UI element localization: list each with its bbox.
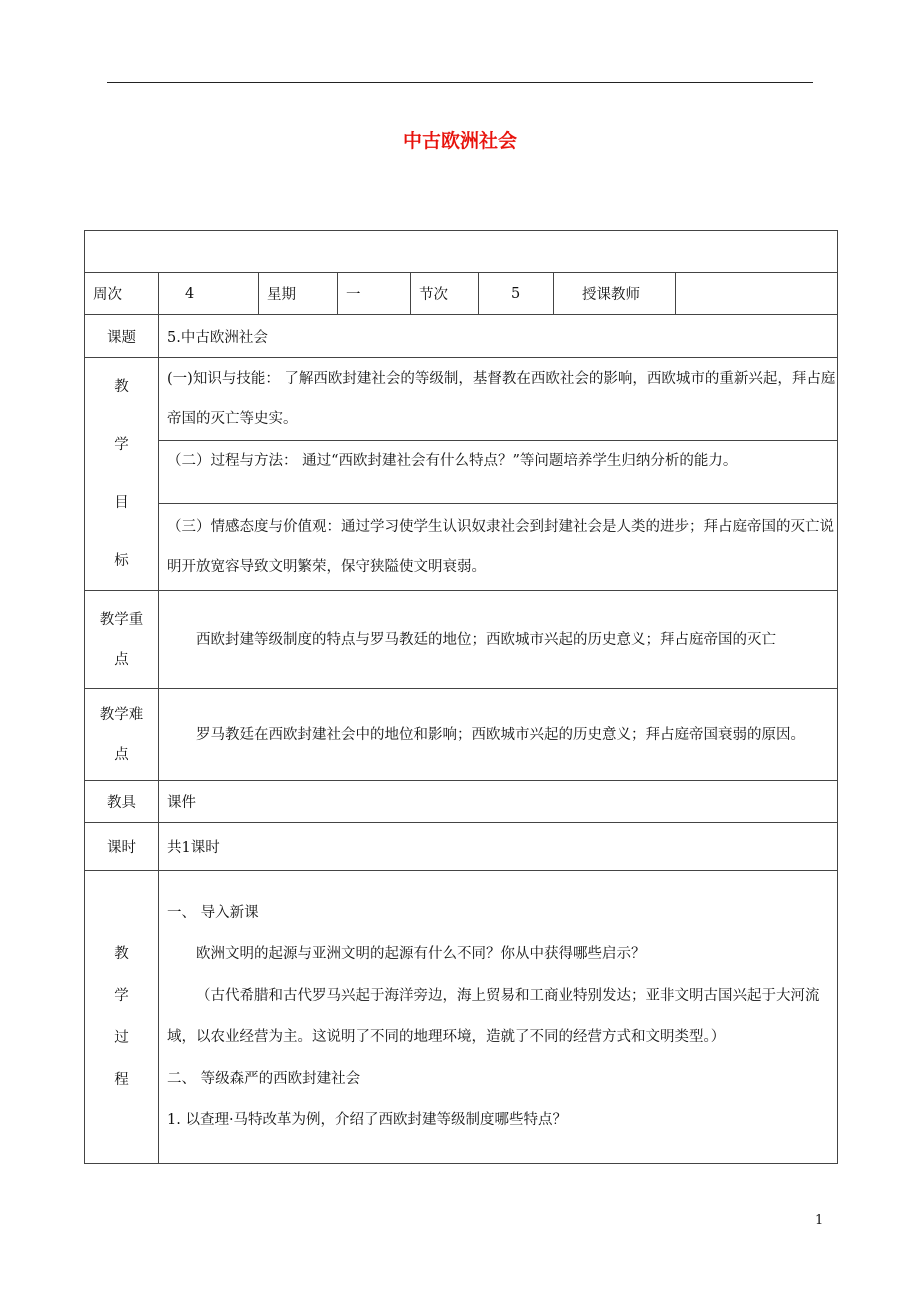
process-label-char: 教 xyxy=(114,946,129,962)
paragraph: （古代希腊和古代罗马兴起于海洋旁边，海上贸易和工商业特别发达；亚非文明古国兴起于大河流域，以农业经营为主。这说明了不同的地理环境，造就了不同的经营方式和文明类型。） xyxy=(167,987,820,1045)
key-points-label xyxy=(85,591,159,689)
lesson-plan-table xyxy=(84,230,838,1164)
tools-label: 教具 xyxy=(85,781,159,823)
goal-process: （二）过程与方法： 通过“西欧封建社会有什么特点？”等问题培养学生归纳分析的能力。 xyxy=(159,441,838,504)
goals-label-char: 教 xyxy=(114,379,129,395)
goal-attitude: （三）情感态度与价值观：通过学习使学生认识奴隶社会到封建社会是人类的进步；拜占庭帝国的灭亡说明开放宽容导致文明繁荣，保守狭隘使文明衰弱。 xyxy=(159,504,838,591)
difficulties-label xyxy=(85,689,159,781)
day-label: 星期 xyxy=(259,273,338,315)
goal-row-2 xyxy=(85,441,838,504)
topic-label: 课题 xyxy=(85,315,159,358)
process-label-char: 学 xyxy=(114,988,129,1004)
key-points-value: 西欧封建等级制度的特点与罗马教廷的地位；西欧城市兴起的历史意义；拜占庭帝国的灭亡 xyxy=(159,591,838,689)
key-points-row xyxy=(85,591,838,689)
blank-row xyxy=(85,231,838,273)
process-label-char: 程 xyxy=(114,1072,129,1088)
page-number: 1 xyxy=(815,1213,824,1228)
label-line: 点 xyxy=(114,746,129,763)
hours-label: 课时 xyxy=(85,823,159,871)
goals-label-char: 目 xyxy=(114,495,129,511)
section-heading: 一、 导入新课 xyxy=(167,904,259,921)
teacher-value xyxy=(676,273,838,315)
goals-label-char: 标 xyxy=(114,553,129,569)
goal-row-1 xyxy=(85,358,838,441)
day-value: 一 xyxy=(338,273,411,315)
goals-label xyxy=(85,358,159,591)
hours-value: 共1课时 xyxy=(159,823,838,871)
label-line: 教学重 xyxy=(99,611,144,628)
section-heading: 二、 等级森严的西欧封建社会 xyxy=(167,1070,361,1087)
week-value: 4 xyxy=(159,273,259,315)
question: 1. 以查理·马特改革为例，介绍了西欧封建等级制度哪些特点？ xyxy=(167,1112,568,1128)
goal-row-3 xyxy=(85,504,838,591)
process-label xyxy=(85,871,159,1164)
label-line: 点 xyxy=(114,651,129,668)
paragraph: 欧洲文明的起源与亚洲文明的起源有什么不同？你从中获得哪些启示？ xyxy=(196,946,646,962)
teacher-label: 授课教师 xyxy=(554,273,676,315)
week-label: 周次 xyxy=(85,273,159,315)
label-line: 教学难 xyxy=(99,706,144,723)
topic-row xyxy=(85,315,838,358)
tools-value: 课件 xyxy=(159,781,838,823)
goal-knowledge: (一)知识与技能： 了解西欧封建社会的等级制，基督教在西欧社会的影响，西欧城市的重新兴起，拜占庭帝国的灭亡等史实。 xyxy=(159,358,838,441)
period-value: 5 xyxy=(479,273,554,315)
topic-value: 5.中古欧洲社会 xyxy=(159,315,838,358)
goals-label-char: 学 xyxy=(114,437,129,453)
period-label: 节次 xyxy=(411,273,479,315)
schedule-row xyxy=(85,273,838,315)
tools-row xyxy=(85,781,838,823)
page-title: 中古欧洲社会 xyxy=(402,130,517,152)
difficulties-value: 罗马教廷在西欧封建社会中的地位和影响；西欧城市兴起的历史意义；拜占庭帝国衰弱的原因。 xyxy=(159,689,838,781)
process-row xyxy=(85,871,838,1164)
header-rule xyxy=(107,82,813,83)
difficulties-row xyxy=(85,689,838,781)
process-label-char: 过 xyxy=(114,1030,129,1046)
hours-row xyxy=(85,823,838,871)
process-content xyxy=(159,871,838,1164)
